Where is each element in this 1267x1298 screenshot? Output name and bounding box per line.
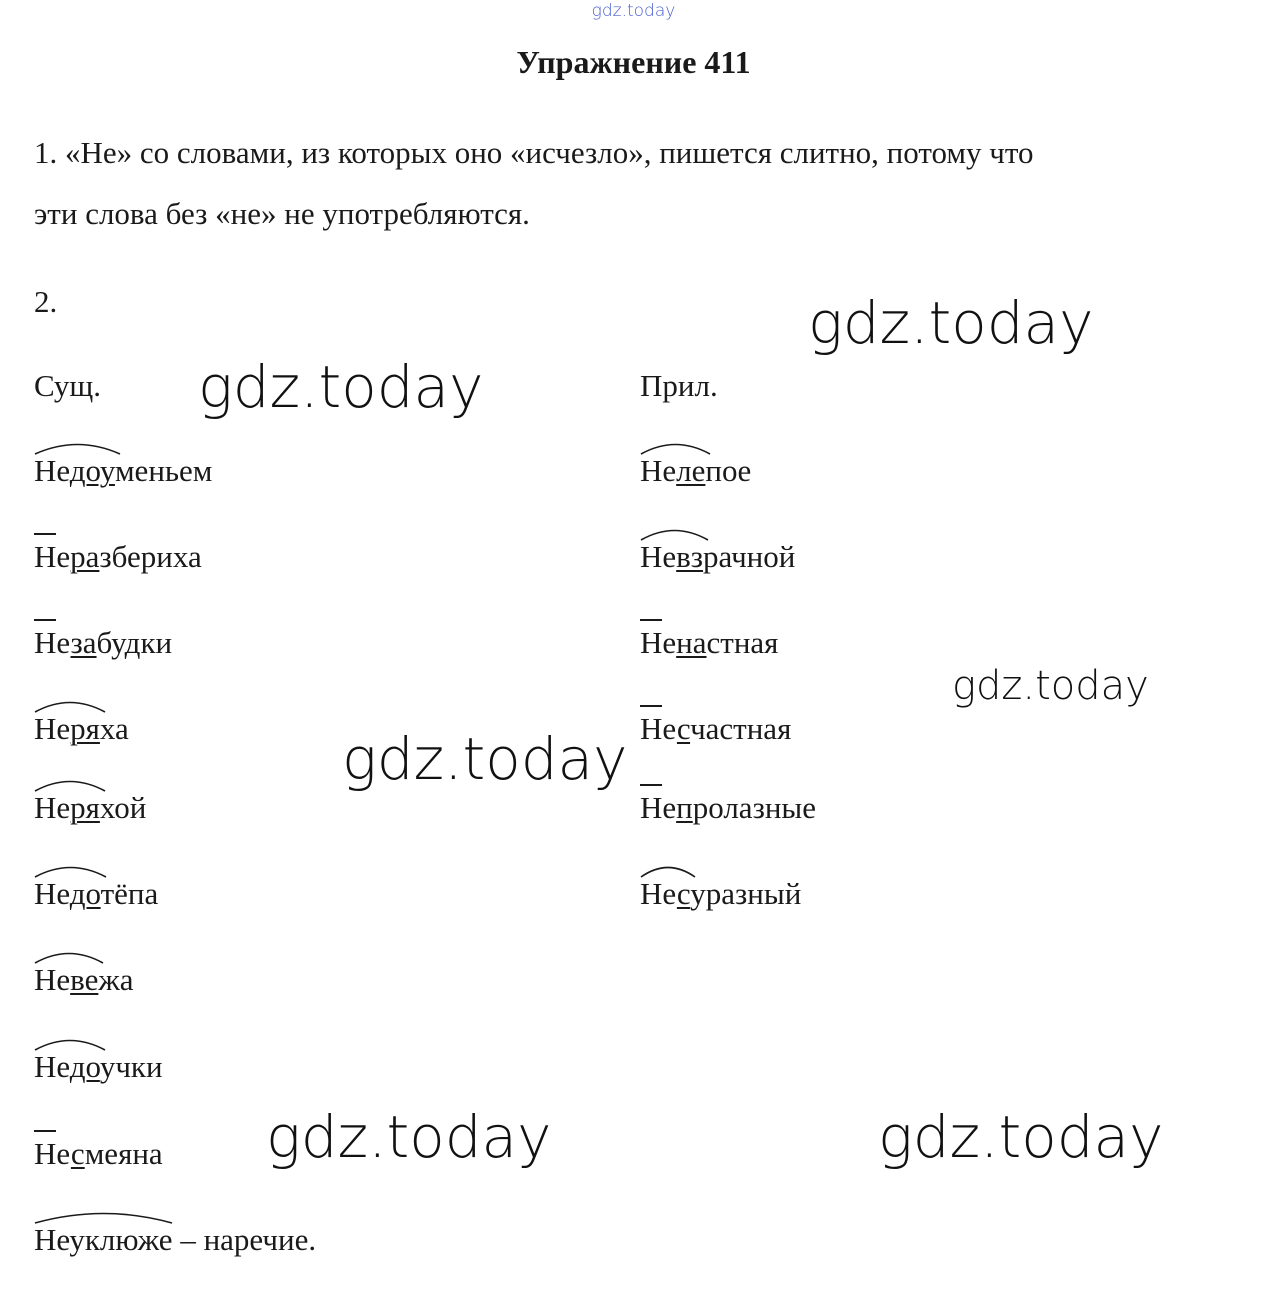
adjectives-word <box>640 878 801 909</box>
word-rest: стная <box>706 625 779 660</box>
prefix-mark <box>34 533 56 535</box>
adjectives-word <box>640 541 795 572</box>
word-rest: учки <box>99 1049 163 1084</box>
word-prefix: Не <box>34 453 70 488</box>
word-prefix: Не <box>640 453 677 488</box>
word-prefix: Не <box>640 876 677 911</box>
watermark: gdz.today <box>952 663 1149 709</box>
word-prefix: Не <box>34 790 71 825</box>
word-rest: меяна <box>84 1136 163 1171</box>
nouns-word <box>34 1138 163 1169</box>
adjectives-word <box>640 455 751 486</box>
word-rest: тёпа <box>100 876 159 911</box>
nouns-word <box>34 964 134 995</box>
word-prefix: Не <box>34 962 71 997</box>
prefix-mark <box>34 1130 56 1132</box>
word-root-underlined: ря <box>70 790 100 825</box>
nouns-word <box>34 455 212 486</box>
word-prefix: Не <box>640 790 677 825</box>
nouns-word <box>34 541 202 572</box>
prefix-mark <box>34 619 56 621</box>
word-rest: Неуклюже <box>34 1222 173 1257</box>
nouns-word <box>34 1224 316 1255</box>
word-prefix: Не <box>34 1049 70 1084</box>
prefix-mark <box>640 705 662 707</box>
word-rest: будки <box>96 625 173 660</box>
watermark: gdz.today <box>198 353 484 421</box>
word-rest: жа <box>98 962 134 997</box>
adjectives-word <box>640 713 791 744</box>
word-root-underlined: до <box>69 1049 100 1084</box>
word-prefix: Не <box>640 539 677 574</box>
watermark-top: gdz.today <box>591 1 676 21</box>
answer-1-line-1: 1. «Не» со словами, из которых оно «исчезло», пишется слитно, потому что <box>34 135 1034 170</box>
word-root-underlined: ра <box>70 539 100 574</box>
nouns-word <box>34 627 172 658</box>
nouns-word <box>34 1051 163 1082</box>
word-prefix: Не <box>34 876 70 911</box>
adjectives-word <box>640 792 816 823</box>
word-rest: частная <box>690 711 792 746</box>
word-rest: уразный <box>690 876 802 911</box>
word-root-underlined: ле <box>676 453 706 488</box>
word-prefix: Не <box>34 711 71 746</box>
word-prefix: Не <box>34 625 71 660</box>
word-prefix: Не <box>34 539 71 574</box>
word-root-underlined: с <box>70 1136 85 1171</box>
word-rest: ролазные <box>692 790 816 825</box>
word-root-underlined: доу <box>69 453 115 488</box>
word-prefix: Не <box>640 625 677 660</box>
word-root-underlined: за <box>70 625 97 660</box>
watermark: gdz.today <box>342 725 628 793</box>
word-prefix: Не <box>640 711 677 746</box>
adjectives-header: Прил. <box>640 368 718 403</box>
adjectives-word <box>640 627 778 658</box>
watermark: gdz.today <box>266 1103 552 1171</box>
trailing-note: – наречие. <box>172 1222 317 1257</box>
word-rest: хой <box>99 790 147 825</box>
prefix-mark <box>640 619 662 621</box>
word-root-underlined: с <box>676 876 691 911</box>
word-root-underlined: с <box>676 711 691 746</box>
word-root-underlined: ве <box>70 962 99 997</box>
nouns-word <box>34 878 158 909</box>
page-title: Упражнение 411 <box>516 44 751 80</box>
watermark: gdz.today <box>808 289 1094 357</box>
word-root-underlined: до <box>69 876 101 911</box>
word-rest: збериха <box>99 539 202 574</box>
watermark: gdz.today <box>878 1103 1164 1171</box>
nouns-word <box>34 713 129 744</box>
answer-1-line-2: эти слова без «не» не употребляются. <box>34 196 530 231</box>
word-rest: поe <box>705 453 752 488</box>
word-root-underlined: ря <box>70 711 100 746</box>
word-root-underlined: п <box>676 790 693 825</box>
nouns-header: Сущ. <box>34 368 102 403</box>
word-root-underlined: на <box>676 625 707 660</box>
word-prefix: Не <box>34 1136 71 1171</box>
prefix-mark <box>640 784 662 786</box>
word-rest: меньем <box>114 453 213 488</box>
word-root-underlined: вз <box>676 539 704 574</box>
word-rest: ха <box>99 711 129 746</box>
word-rest: рачной <box>703 539 796 574</box>
answer-2-label: 2. <box>34 284 58 319</box>
nouns-word <box>34 792 146 823</box>
